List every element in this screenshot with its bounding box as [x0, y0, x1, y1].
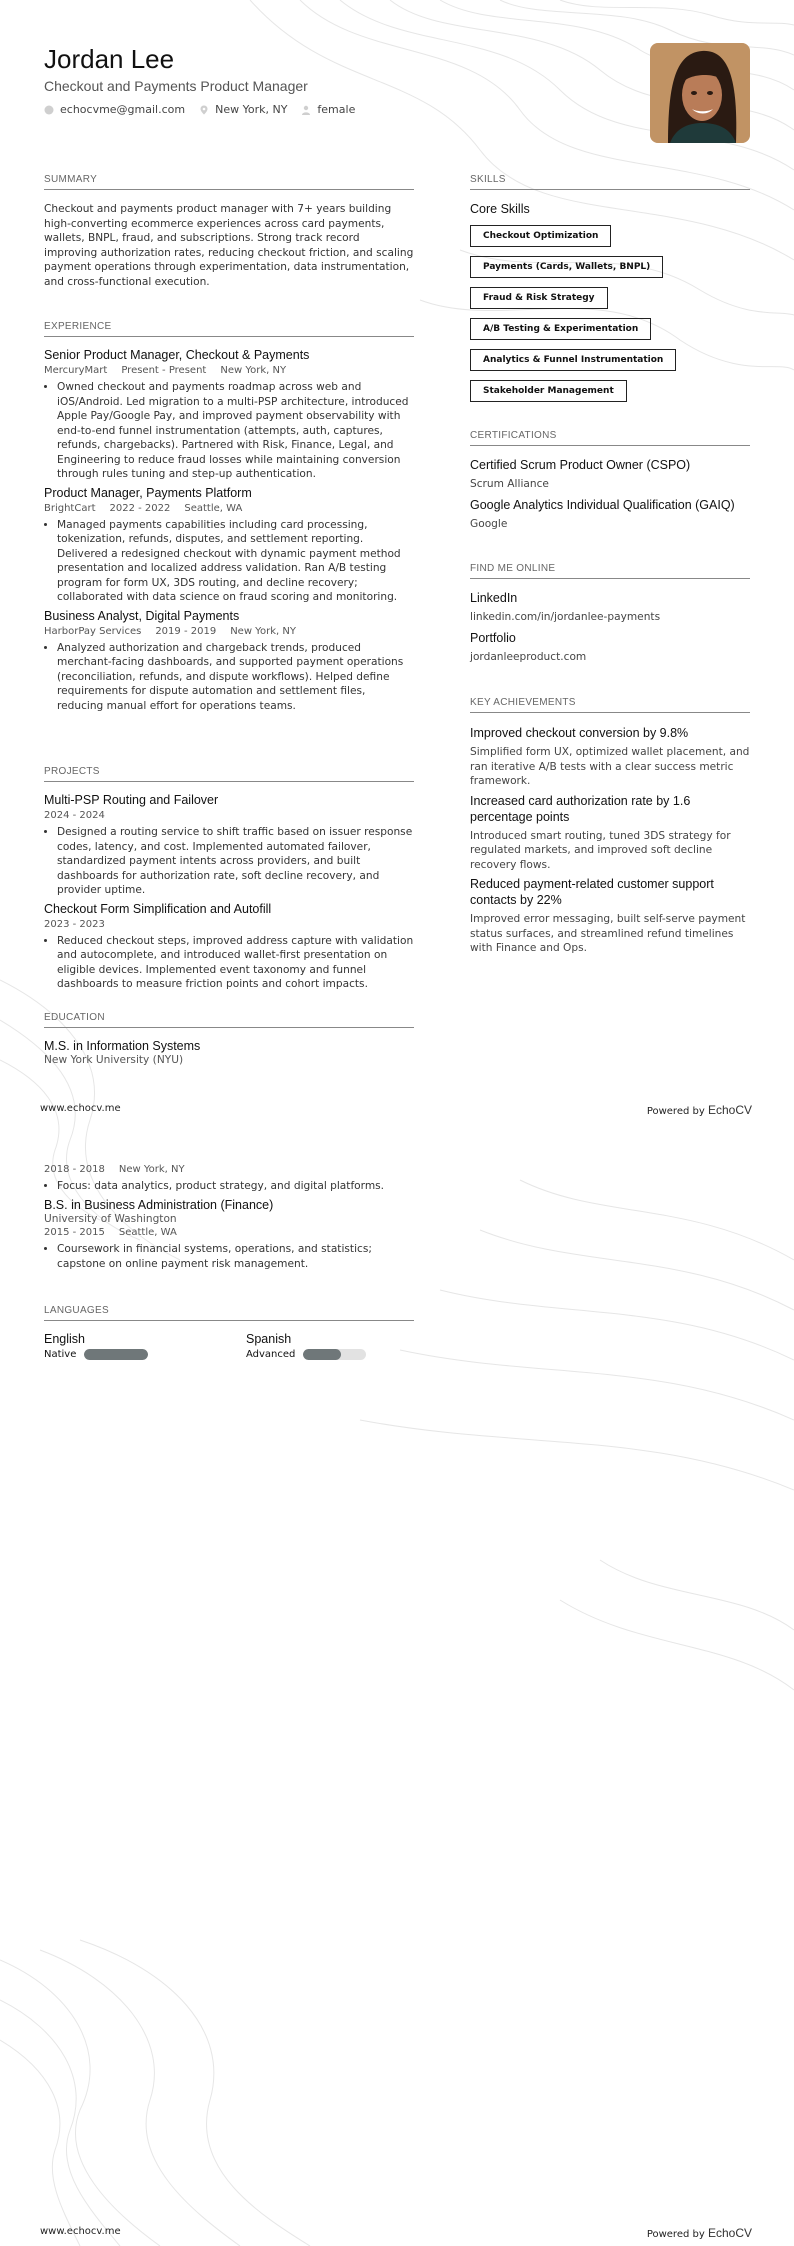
- page-footer: [40, 1103, 752, 1117]
- project-meta: [44, 810, 414, 821]
- skills-section: [470, 174, 750, 402]
- achievement-item: [470, 725, 750, 789]
- degree-name: M.S. in Information Systems: [44, 1039, 201, 1053]
- contact-row: [44, 103, 355, 116]
- person-icon: [301, 105, 311, 115]
- achievement-title: Increased card authorization rate by 1.6 percentage points: [470, 793, 691, 824]
- experience-item: [44, 348, 414, 482]
- footer-powered: [647, 1103, 752, 1117]
- language-item: [246, 1332, 366, 1360]
- education-section: [44, 1012, 414, 1068]
- education-item: [44, 1039, 414, 1068]
- job-title: Business Analyst, Digital Payments: [44, 608, 240, 623]
- education-bullet: • Focus: data analytics, product strategy, and digital platforms.: [57, 1179, 414, 1194]
- job-dates: Present - Present: [121, 365, 207, 376]
- footer-brand-logo[interactable]: EchoCV: [707, 1103, 752, 1117]
- skill-tag: Payments (Cards, Wallets, BNPL): [470, 256, 663, 278]
- company-name: MercuryMart: [44, 365, 108, 376]
- language-level-row: [44, 1349, 164, 1360]
- project-dates: 2023 - 2023: [44, 918, 105, 930]
- achievement-desc: Improved error messaging, built self-serve payment status surfaces, and streamlined refund timelines with Finance and Ops.: [470, 913, 746, 954]
- project-item: [44, 902, 414, 992]
- profile-photo: [650, 43, 750, 143]
- language-item: [44, 1332, 164, 1360]
- project-bullets: [44, 825, 414, 898]
- footer-powered-text: Powered by: [646, 1106, 705, 1117]
- certification-item: [470, 498, 750, 530]
- skills-heading: SKILLS: [470, 174, 750, 190]
- location-text: New York, NY: [215, 103, 288, 116]
- education-location: New York, NY: [118, 1164, 185, 1175]
- skill-tag: Analytics & Funnel Instrumentation: [470, 349, 676, 371]
- project-name: Multi-PSP Routing and Failover: [44, 793, 219, 807]
- education-heading: EDUCATION: [44, 1012, 414, 1028]
- language-name: English: [44, 1332, 85, 1346]
- education-bullets: [44, 1242, 414, 1271]
- online-heading: FIND ME ONLINE: [470, 563, 750, 579]
- job-location: Seattle, WA: [184, 502, 243, 514]
- certifications-section: [470, 430, 750, 530]
- achievement-title: Improved checkout conversion by 9.8%: [470, 726, 689, 740]
- projects-heading: PROJECTS: [44, 766, 414, 782]
- project-bullet: • Designed a routing service to shift traffic based on issuer response codes, latency, and cost. Implemented automated failover, standardized payment intents across providers, and built dashboards for authorization rate, soft decline recovery, and provider uptime.: [57, 825, 414, 898]
- project-bullet: • Reduced checkout steps, improved address capture with validation and autocomplete, and introduced wallet-first presentation on eligible devices. Implemented event taxonomy and funnel dashboards to measure friction points and cohort impacts.: [57, 934, 414, 992]
- job-bullets: [44, 641, 414, 714]
- contact-email[interactable]: [44, 103, 185, 116]
- candidate-name: Jordan Lee: [44, 44, 175, 74]
- certification-name: Certified Scrum Product Owner (CSPO): [470, 458, 691, 472]
- company-name: HarborPay Services: [44, 625, 142, 637]
- project-dates: 2024 - 2024: [44, 810, 105, 821]
- achievement-item: [470, 793, 750, 873]
- portfolio-link[interactable]: jordanleeproduct.com: [470, 651, 587, 663]
- job-dates: 2022 - 2022: [109, 502, 171, 514]
- education-meta: [44, 1164, 414, 1175]
- linkedin-link[interactable]: linkedin.com/in/jordanlee-payments: [470, 611, 661, 623]
- project-meta: [44, 919, 414, 930]
- education-bullet: • Coursework in financial systems, operations, and statistics; capstone on online payment risk management.: [57, 1242, 414, 1271]
- achievement-desc: Simplified form UX, optimized wallet placement, and ran iterative A/B tests with a clear success metric framework.: [470, 746, 750, 787]
- job-dates: 2019 - 2019: [155, 625, 217, 637]
- footer-site-link[interactable]: www.echocv.me: [40, 1103, 121, 1114]
- job-title: Senior Product Manager, Checkout & Payments: [44, 348, 310, 362]
- education-continued: [44, 1164, 414, 1271]
- skill-tag: Fraud & Risk Strategy: [470, 287, 608, 309]
- email-icon: [44, 105, 54, 115]
- skill-tags: [470, 216, 750, 402]
- footer-powered: [647, 2226, 752, 2240]
- page-footer: [40, 2226, 752, 2240]
- project-bullets: [44, 934, 414, 992]
- candidate-title: Checkout and Payments Product Manager: [44, 78, 308, 94]
- job-location: New York, NY: [230, 625, 296, 637]
- languages-heading: LANGUAGES: [44, 1305, 414, 1321]
- job-bullet: • Managed payments capabilities including card processing, tokenization, refunds, disputes, and settlement reporting. Delivered a redesigned checkout with dynamic payment method presentation and localized address validation. Ran A/B testing program for form UX, 3DS routing, and decline recovery; collaborated with data science on fraud scoring and monitoring.: [57, 518, 414, 605]
- languages-section: [44, 1305, 414, 1360]
- online-item: [470, 631, 750, 663]
- avatar-illustration: [650, 43, 750, 143]
- job-title: Product Manager, Payments Platform: [44, 485, 252, 500]
- online-label: Portfolio: [470, 631, 516, 645]
- job-meta: [44, 365, 414, 376]
- achievement-title: Reduced payment-related customer support contacts by 22%: [470, 877, 714, 907]
- certifications-heading: CERTIFICATIONS: [470, 430, 750, 446]
- online-section: [470, 563, 750, 663]
- achievement-desc: Introduced smart routing, tuned 3DS strategy for regulated markets, and improved soft decline recovery flows.: [470, 829, 731, 871]
- skill-tag: Checkout Optimization: [470, 225, 611, 247]
- contact-gender: [301, 103, 355, 116]
- language-level: Advanced: [246, 1349, 296, 1360]
- experience-heading: EXPERIENCE: [44, 321, 414, 337]
- experience-item: [44, 609, 414, 714]
- job-bullets: [44, 518, 414, 605]
- contact-location: [199, 103, 287, 116]
- certification-issuer: Google: [470, 518, 508, 530]
- certification-issuer: Scrum Alliance: [470, 478, 549, 490]
- job-bullet: • Owned checkout and payments roadmap across web and iOS/Android. Led migration to a multi-PSP architecture, introduced Apple Pay/Google Pay, and improved payment observability with end-to-end funnel instrumentation (attempts, auth, captures, refunds, chargebacks). Partnered with Risk, Finance, Legal, and Engineering to reduce fraud losses while maintaining conversion through rules tuning and step-up authentication.: [57, 380, 414, 482]
- summary-section: [44, 174, 414, 289]
- education-dates: 2015 - 2015: [44, 1227, 105, 1238]
- job-bullets: [44, 380, 414, 482]
- summary-text: Checkout and payments product manager with 7+ years building high-converting ecommerce experiences across card payments, wallets, BNPL, fraud, and subscriptions. Strong track record improving authorization rates, reducing checkout friction, and scaling payment operations through experimentation, data instrumentation, and cross-functional execution.: [44, 203, 414, 288]
- online-item: [470, 591, 750, 623]
- footer-brand-logo[interactable]: EchoCV: [707, 2226, 752, 2240]
- experience-section: [44, 321, 414, 713]
- project-item: [44, 793, 414, 898]
- job-bullet: • Analyzed authorization and chargeback trends, produced merchant-facing dashboards, and supported payment operations (reconciliation, refunds, and dispute workflows). Helped define requirements for dispute automation and settlement files, reducing manual effort for operations teams.: [57, 641, 414, 714]
- education-location: Seattle, WA: [118, 1227, 177, 1238]
- education-dates: 2018 - 2018: [44, 1164, 105, 1175]
- summary-heading: SUMMARY: [44, 174, 414, 190]
- job-location: New York, NY: [220, 365, 287, 376]
- language-name: Spanish: [246, 1332, 292, 1346]
- language-proficiency-fill: [303, 1349, 341, 1360]
- location-pin-icon: [199, 105, 209, 115]
- language-list: [44, 1332, 414, 1360]
- certification-item: [470, 458, 750, 490]
- skill-tag: Stakeholder Management: [470, 380, 627, 402]
- achievements-section: [470, 697, 750, 956]
- skills-group-title: Core Skills: [470, 202, 530, 216]
- online-label: LinkedIn: [470, 591, 518, 605]
- school-name: New York University (NYU): [44, 1054, 184, 1066]
- job-meta: [44, 626, 414, 637]
- experience-item: [44, 486, 414, 605]
- language-level: Native: [44, 1349, 77, 1360]
- job-meta: [44, 503, 414, 514]
- school-name: University of Washington: [44, 1212, 177, 1225]
- education-item: [44, 1198, 414, 1272]
- degree-name: B.S. in Business Administration (Finance): [44, 1197, 274, 1212]
- education-bullets: [44, 1179, 414, 1194]
- skill-tag: A/B Testing & Experimentation: [470, 318, 651, 340]
- achievements-heading: KEY ACHIEVEMENTS: [470, 697, 750, 713]
- certification-name: Google Analytics Individual Qualification (GAIQ): [470, 498, 735, 512]
- language-proficiency-bar: [84, 1349, 148, 1360]
- language-level-row: [246, 1349, 366, 1360]
- project-name: Checkout Form Simplification and Autofill: [44, 901, 272, 916]
- achievement-item: [470, 876, 750, 956]
- footer-site-link[interactable]: www.echocv.me: [40, 2226, 121, 2237]
- education-meta: [44, 1227, 414, 1238]
- company-name: BrightCart: [44, 502, 96, 514]
- gender-text: female: [317, 103, 356, 116]
- footer-powered-text: Powered by: [646, 2229, 705, 2240]
- projects-section: [44, 766, 414, 992]
- language-proficiency-bar: [303, 1349, 366, 1360]
- language-proficiency-fill: [84, 1349, 148, 1360]
- email-text: echocvme@gmail.com: [60, 103, 186, 116]
